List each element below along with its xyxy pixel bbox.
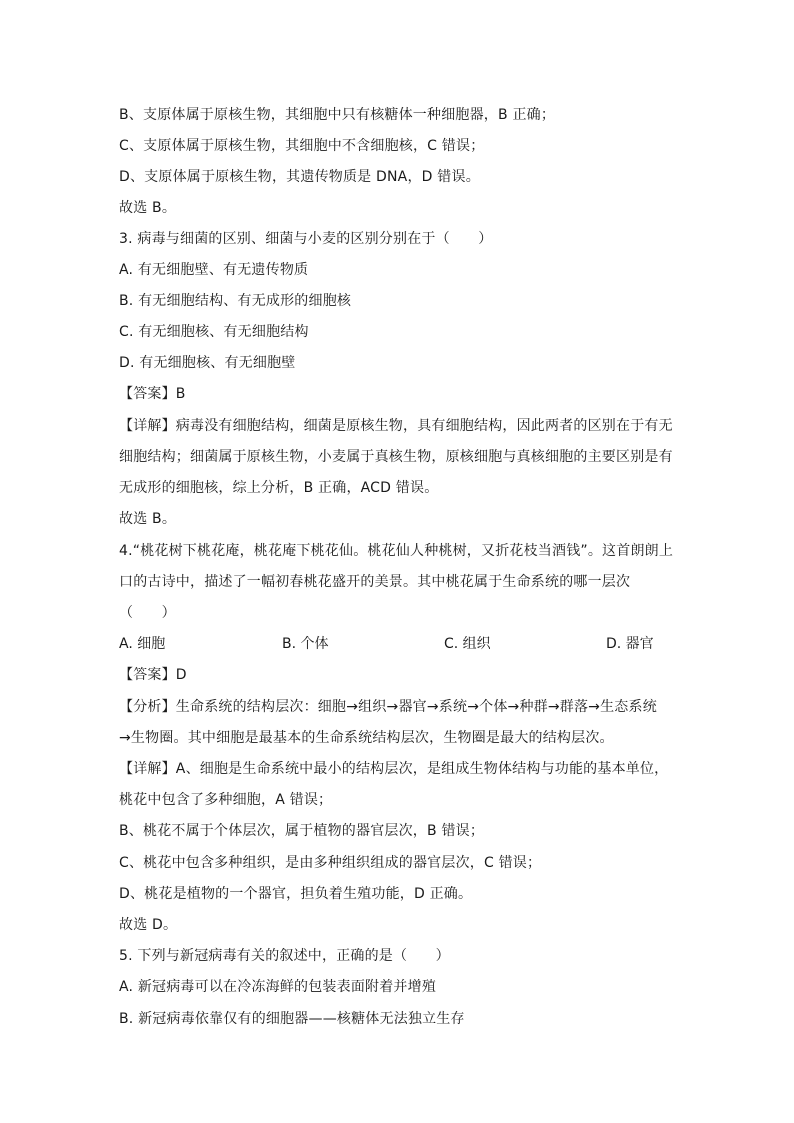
q4-explanation: C、桃花中包含多种组织，是由多种组织组成的器官层次，C 错误； bbox=[119, 855, 542, 871]
q5-option-b: B. 新冠病毒依靠仅有的细胞器——核糖体无法独立生存 bbox=[119, 1011, 465, 1027]
q4-option-a: A. 细胞 bbox=[119, 636, 166, 652]
q3-option-b: B. 有无细胞结构、有无成形的细胞核 bbox=[119, 293, 352, 309]
q4-option-d: D. 器官 bbox=[606, 636, 654, 652]
question-3-stem: 3. 病毒与细菌的区别、细菌与小麦的区别分别在于（ ） bbox=[119, 231, 493, 247]
q4-option-c: C. 组织 bbox=[444, 636, 491, 652]
q3-explanation: 细胞结构；细菌属于原核生物，小麦属于真核生物，原核细胞与真核细胞的主要区别是有 bbox=[119, 449, 673, 465]
text-line: B、支原体属于原核生物，其细胞中只有核糖体一种细胞器，B 正确； bbox=[119, 107, 556, 123]
q3-option-c: C. 有无细胞核、有无细胞结构 bbox=[119, 324, 309, 340]
q3-explanation: 无成形的细胞核，综上分析，B 正确，ACD 错误。 bbox=[119, 480, 439, 496]
text-line: 故选 B。 bbox=[119, 200, 177, 216]
question-4-stem: （ ） bbox=[119, 605, 176, 621]
q3-explanation: 【详解】病毒没有细胞结构，细菌是原核生物，具有细胞结构，因此两者的区别在于有无 bbox=[119, 418, 673, 434]
q3-option-d: D. 有无细胞核、有无细胞壁 bbox=[119, 355, 296, 371]
text-line: D、支原体属于原核生物，其遗传物质是 DNA，D 错误。 bbox=[119, 169, 480, 185]
q3-answer: 【答案】B bbox=[119, 386, 186, 402]
q5-option-a: A. 新冠病毒可以在冷冻海鲜的包装表面附着并增殖 bbox=[119, 979, 437, 995]
question-4-stem: 4.“桃花树下桃花庵，桃花庵下桃花仙。桃花仙人种桃树，又折花枝当酒钱”。这首朗朗上 bbox=[119, 543, 674, 559]
q3-option-a: A. 有无细胞壁、有无遗传物质 bbox=[119, 262, 309, 278]
q4-explanation: D、桃花是植物的一个器官，担负着生殖功能，D 正确。 bbox=[119, 886, 473, 902]
q4-explanation: 【详解】A、细胞是生命系统中最小的结构层次，是组成生物体结构与功能的基本单位， bbox=[119, 761, 669, 777]
q4-answer: 【答案】D bbox=[119, 667, 187, 683]
q4-analysis: →生物圈。其中细胞是最基本的生命系统结构层次，生物圈是最大的结构层次。 bbox=[119, 730, 614, 746]
q4-analysis: 【分析】生命系统的结构层次：细胞→组织→器官→系统→个体→种群→群落→生态系统 bbox=[119, 699, 657, 715]
q4-explanation: B、桃花不属于个体层次，属于植物的器官层次，B 错误； bbox=[119, 823, 485, 839]
question-5-stem: 5. 下列与新冠病毒有关的叙述中，正确的是（ ） bbox=[119, 948, 450, 964]
text-line: 故选 B。 bbox=[119, 511, 177, 527]
q4-explanation: 桃花中包含了多种细胞，A 错误； bbox=[119, 792, 333, 808]
text-line: 故选 D。 bbox=[119, 917, 178, 933]
question-4-stem: 口的古诗中，描述了一幅初春桃花盛开的美景。其中桃花属于生命系统的哪一层次 bbox=[119, 574, 631, 590]
text-line: C、支原体属于原核生物，其细胞中不含细胞核，C 错误； bbox=[119, 138, 485, 154]
q4-option-b: B. 个体 bbox=[282, 636, 329, 652]
